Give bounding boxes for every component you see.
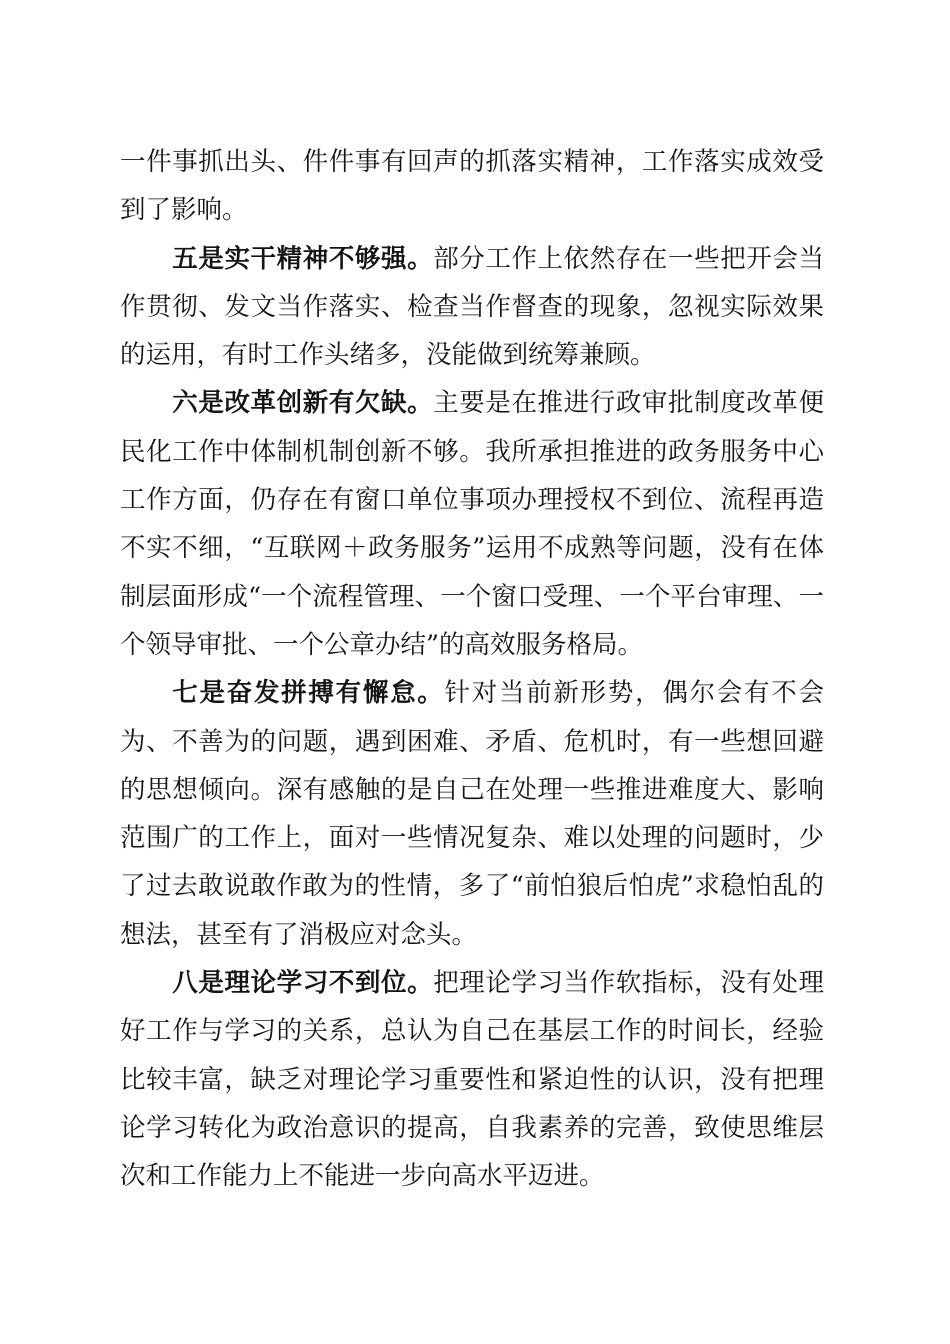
document-body bbox=[120, 138, 824, 1201]
paragraph-item-6 bbox=[120, 379, 824, 669]
paragraph-text: 一件事抓出头、件件事有回声的抓落实精神，工作落实成效受到了影响。 bbox=[120, 147, 824, 226]
paragraph-text: 部分工作上依然存在一些把开会当作贯彻、发文当作落实、检查当作督查的现象，忽视实际效果的运用，有时工作头绪多，没能做到统筹兼顾。 bbox=[120, 243, 824, 371]
paragraph-text: 主要是在推进行政审批制度改革便民化工作中体制机制创新不够。我所承担推进的政务服务中心工作方面，仍存在有窗口单位事项办理授权不到位、流程再造不实不细，“互联网＋政务服务”运用不成熟等问题，没有在体制层面形成“一个流程管理、一个窗口受理、一个平台审理、一个领导审批、一个公章办结”的高效服务格局。 bbox=[120, 388, 824, 660]
paragraph-item-7 bbox=[120, 669, 824, 959]
paragraph-text: 把理论学习当作软指标，没有处理好工作与学习的关系，总认为自己在基层工作的时间长，经验比较丰富，缺乏对理论学习重要性和紧迫性的认识，没有把理论学习转化为政治意识的提高，自我素养的完善，致使思维层次和工作能力上不能进一步向高水平迈进。 bbox=[120, 968, 824, 1192]
paragraph-heading: 八是理论学习不到位。 bbox=[172, 968, 434, 999]
paragraph-text: 针对当前新形势，偶尔会有不会为、不善为的问题，遇到困难、矛盾、危机时，有一些想回避的思想倾向。深有感触的是自己在处理一些推进难度大、影响范围广的工作上，面对一些情况复杂、难以处理的问题时，少了过去敢说敢作敢为的性情，多了“前怕狼后怕虎”求稳怕乱的想法，甚至有了消极应对念头。 bbox=[120, 678, 824, 950]
paragraph-heading: 五是实干精神不够强。 bbox=[172, 243, 434, 274]
paragraph-heading: 六是改革创新有欠缺。 bbox=[172, 388, 434, 419]
paragraph-heading: 七是奋发拼搏有懈怠。 bbox=[172, 678, 445, 709]
paragraph-item-5 bbox=[120, 235, 824, 380]
paragraph-continuation bbox=[120, 138, 824, 235]
paragraph-item-8 bbox=[120, 959, 824, 1200]
